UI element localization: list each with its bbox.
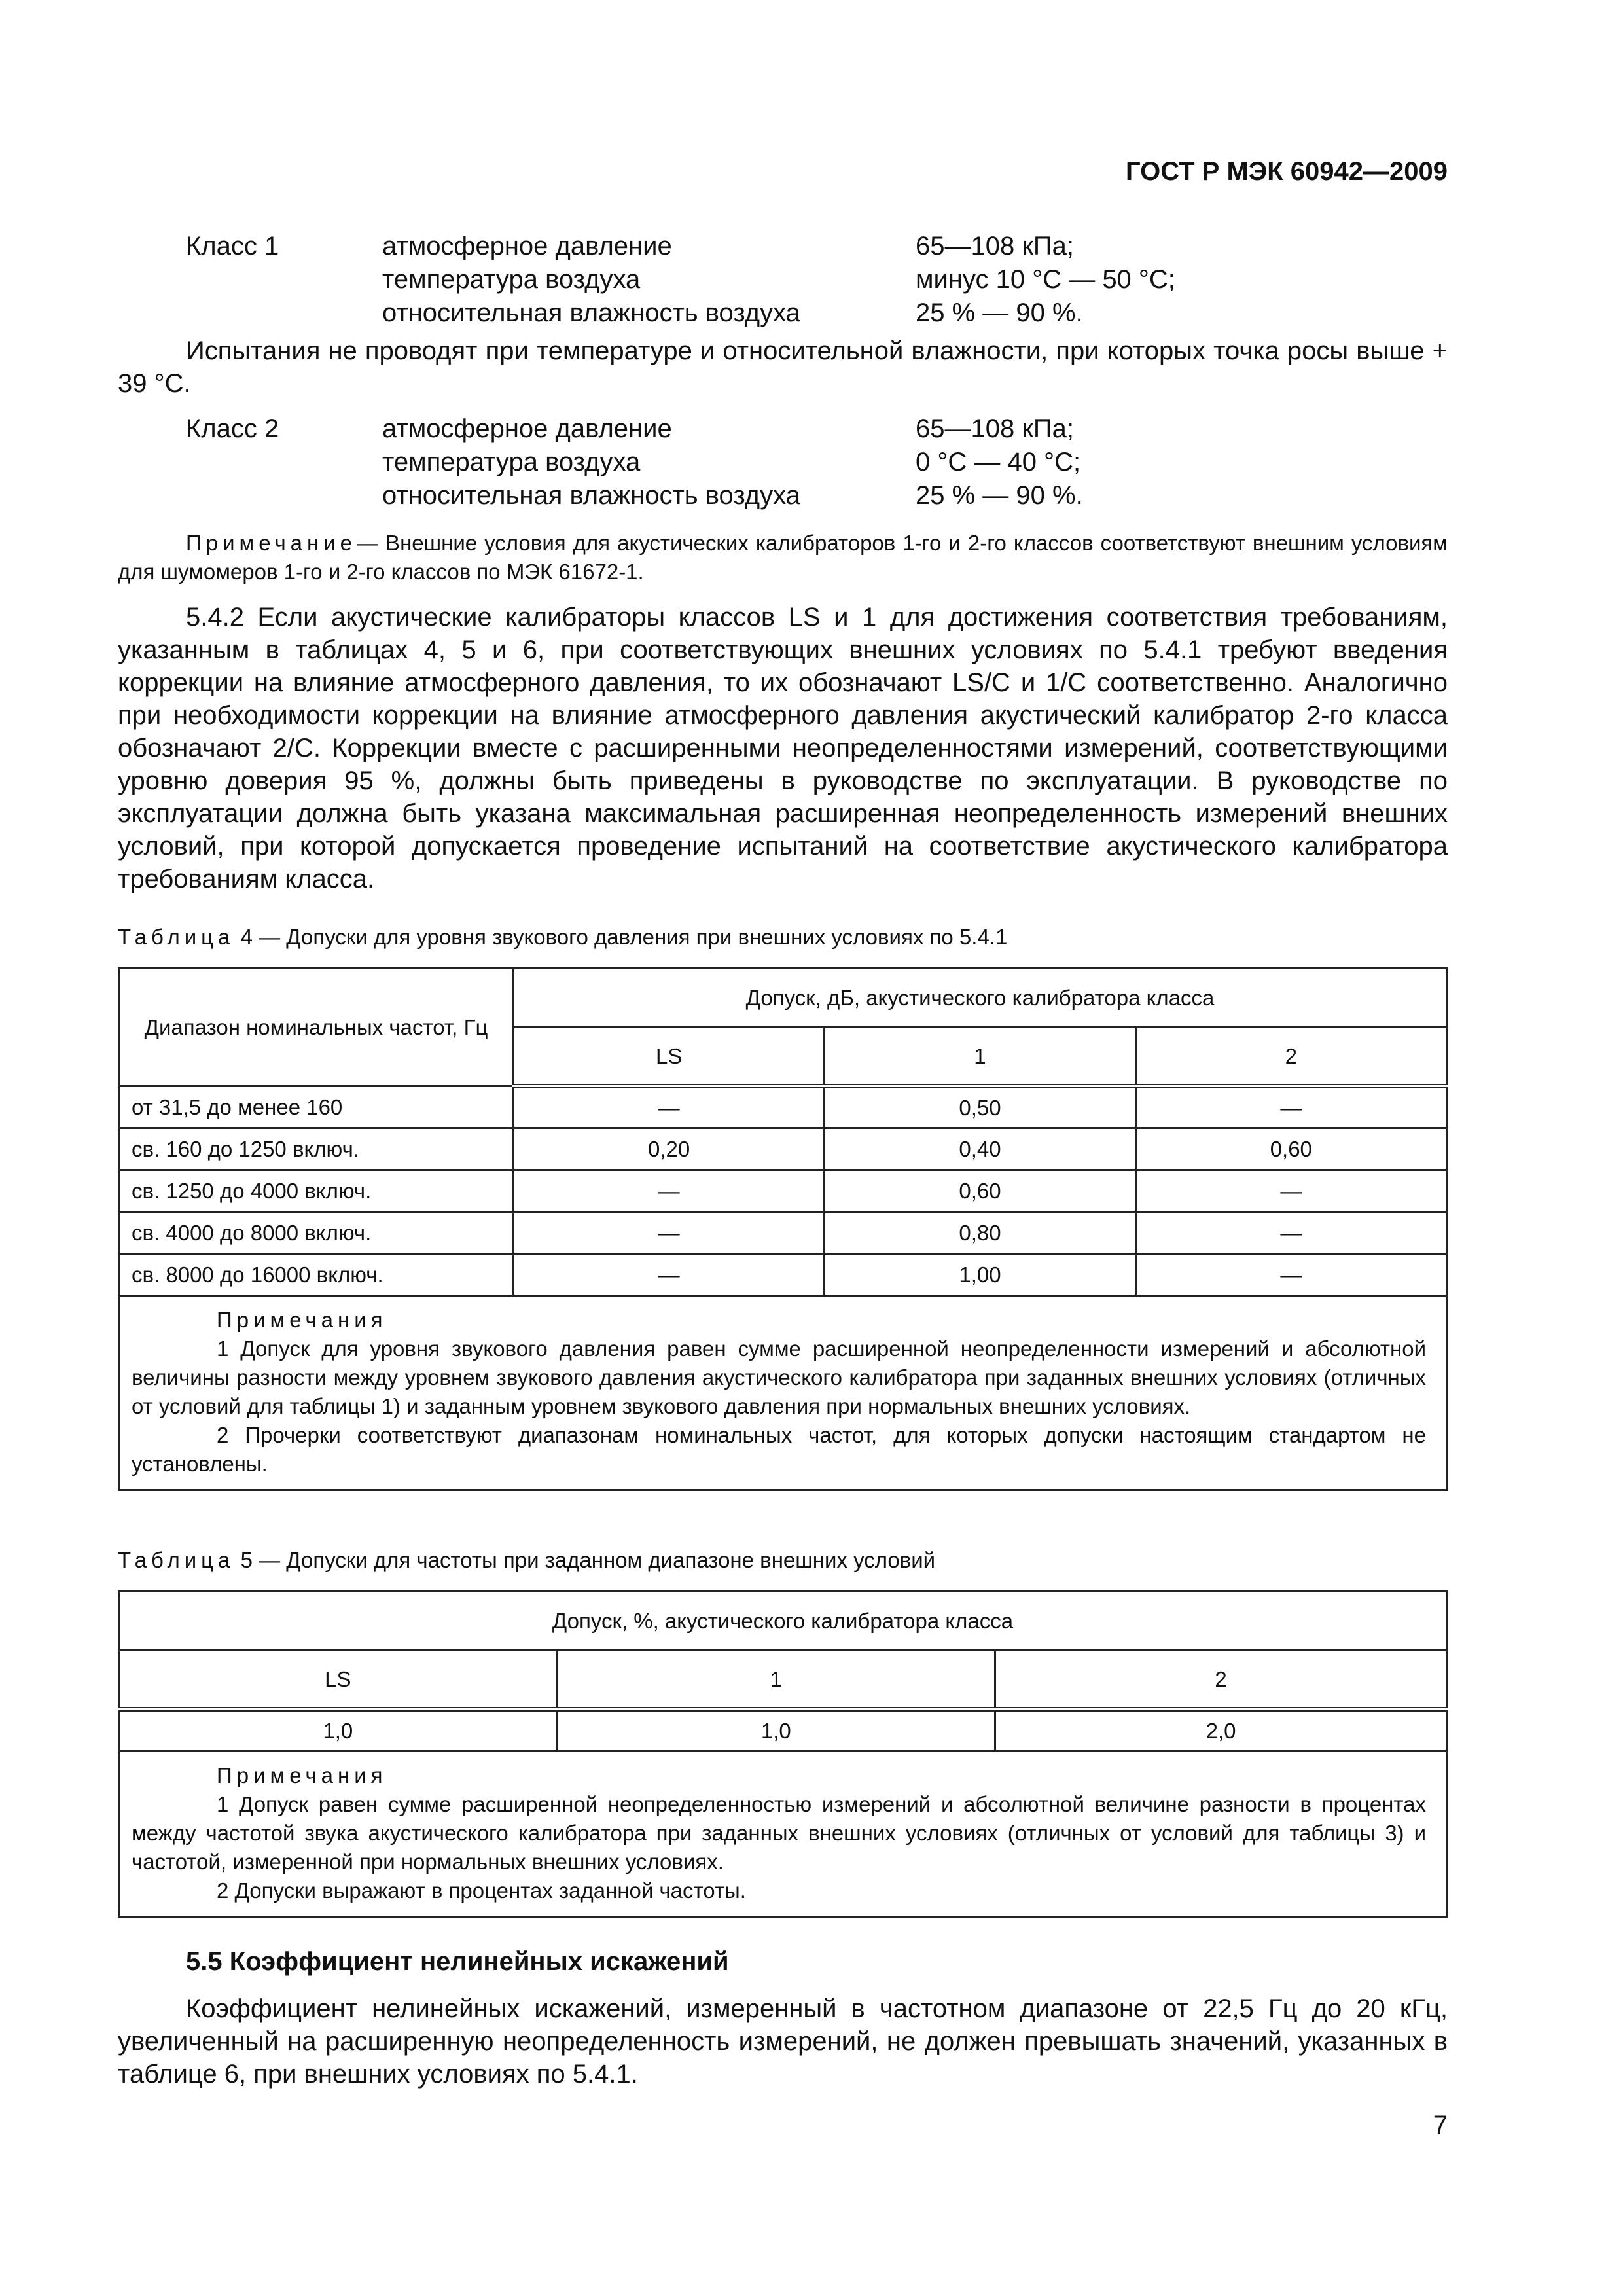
header-class-ls: LS: [514, 1028, 825, 1086]
table-row: [119, 1254, 1447, 1296]
table4-notes: [119, 1296, 1447, 1490]
cell-range: св. 1250 до 4000 включ.: [119, 1170, 514, 1212]
note-text: — Внешние условия для акустических калибраторов 1-го и 2-го классов соответствуют внешним условиям для шумомеров 1-го и 2-го классов по МЭК 61672-1.: [118, 531, 1448, 584]
table-row: [119, 1170, 1447, 1212]
condition-value: 25 % — 90 %.: [916, 481, 1083, 510]
note-item: 1 Допуск равен сумме расширенной неопределенностью измерений и абсолютной величине разности в процентах между частотой звука акустического калибратора при заданных внешних условиях (отличных от условий для таблицы 3) и частотой, измеренной при нормальных внешних условиях.: [132, 1792, 1426, 1874]
note-item: 1 Допуск для уровня звукового давления равен сумме расширенной неопределенности измерений и абсолютной величины разности между уровнем звукового давления акустического калибратора при заданных внешних условиях (отличных от условий для таблицы 1) и заданным уровнем звукового давления при нормальных внешних условиях.: [132, 1336, 1426, 1418]
class1-row: [186, 232, 1449, 265]
paragraph-5-4-2: 5.4.2 Если акустические калибраторы классов LS и 1 для достижения соответствия требованиям, указанным в таблицах 4, 5 и 6, при соответствующих внешних условиях по 5.4.1 требуют введения коррекции на влияние атмосферного давления, то их обозначают LS/C и 1/C соответственно. Аналогично при необходимости коррекции на влияние атмосферного давления акустический калибратор 2-го класса обозначают 2/C. Коррекции вместе с расширенными неопределенностями измерений, соответствующими уровню доверия 95 %, должны быть приведены в руководстве по эксплуатации. В руководстве по эксплуатации должна быть указана максимальная расширенная неопределенность измерений внешних условий, при которой допускается проведение испытаний на соответствие акустического калибратора требованиям класса.: [118, 603, 1448, 893]
section-5-5-text: Коэффициент нелинейных искажений, измеренный в частотном диапазоне от 22,5 Гц до 20 кГц, увеличенный на расширенную неопределенность измерений, не должен превышать значений, указанных в таблице 6, при внешних условиях по 5.4.1.: [118, 1994, 1448, 2089]
cell-ls: 0,20: [514, 1128, 825, 1170]
table-notes-row: [119, 1751, 1447, 1917]
table4-title: — Допуски для уровня звукового давления при внешних условиях по 5.4.1: [259, 925, 1008, 949]
class2-row: [186, 414, 1449, 448]
table5-notes: [119, 1751, 1447, 1917]
header-tolerance-group: Допуск, %, акустического калибратора класса: [119, 1592, 1447, 1651]
note-item: 2 Прочерки соответствуют диапазонам номинальных частот, для которых допуски настоящим стандартом не установлены.: [132, 1423, 1426, 1476]
table-row: [119, 1212, 1447, 1254]
cell-class1: 0,60: [825, 1170, 1135, 1212]
table-notes-row: [119, 1296, 1447, 1490]
header-class-1: 1: [825, 1028, 1135, 1086]
condition-param: атмосферное давление: [382, 232, 672, 260]
table5-caption: [118, 1548, 935, 1573]
class2-row: [186, 481, 1449, 514]
cell-ls: —: [514, 1212, 825, 1254]
header-class-1: 1: [557, 1651, 995, 1710]
class2-row: [186, 448, 1449, 481]
notes-title: Примечания: [217, 1763, 387, 1787]
cell-class2: —: [1135, 1170, 1446, 1212]
table5-number: 5: [240, 1548, 253, 1572]
cell-class1: 0,50: [825, 1086, 1135, 1128]
header-frequency-range: Диапазон номинальных частот, Гц: [119, 969, 514, 1086]
class1-conditions: [186, 232, 1449, 332]
cell-class2: —: [1135, 1212, 1446, 1254]
condition-param: атмосферное давление: [382, 414, 672, 443]
cell-class1: 0,40: [825, 1128, 1135, 1170]
cell-range: от 31,5 до менее 160: [119, 1086, 514, 1128]
cell-class1: 1,00: [825, 1254, 1135, 1296]
cell-class2: 0,60: [1135, 1128, 1446, 1170]
condition-value: 65—108 кПа;: [916, 232, 1074, 260]
cell-range: св. 4000 до 8000 включ.: [119, 1212, 514, 1254]
table-header-row: [119, 1651, 1447, 1710]
table-row: [119, 1128, 1447, 1170]
cell-class1: 1,0: [557, 1710, 995, 1751]
table-row: [119, 1710, 1447, 1751]
table-header-row: [119, 1592, 1447, 1651]
cell-ls: 1,0: [119, 1710, 558, 1751]
table-4: [118, 967, 1448, 1491]
cell-class2: —: [1135, 1086, 1446, 1128]
cell-class2: —: [1135, 1254, 1446, 1296]
class2-conditions: [186, 414, 1449, 514]
condition-param: температура воздуха: [382, 265, 641, 294]
cell-ls: —: [514, 1086, 825, 1128]
table-5: [118, 1590, 1448, 1918]
table4-caption: [118, 925, 1007, 950]
condition-value: 25 % — 90 %.: [916, 298, 1083, 327]
table5-label: Таблица: [118, 1548, 235, 1572]
page-number: 7: [1433, 2111, 1448, 2140]
class1-label: Класс 1: [186, 232, 279, 260]
condition-param: температура воздуха: [382, 448, 641, 476]
condition-param: относительная влажность воздуха: [382, 298, 800, 327]
table-row: [119, 1086, 1447, 1128]
cell-class1: 0,80: [825, 1212, 1135, 1254]
note-label: Примечание: [186, 531, 357, 555]
table5-title: — Допуски для частоты при заданном диапазоне внешних условий: [259, 1548, 936, 1572]
notes-title: Примечания: [217, 1308, 387, 1332]
dew-point-text: Испытания не проводят при температуре и относительной влажности, при которых точка росы выше + 39 °С.: [118, 336, 1448, 398]
cell-class2: 2,0: [995, 1710, 1447, 1751]
class1-row: [186, 265, 1449, 298]
condition-value: 65—108 кПа;: [916, 414, 1074, 443]
cell-ls: —: [514, 1254, 825, 1296]
section-5-5-title: 5.5 Коэффициент нелинейных искажений: [186, 1947, 729, 1976]
class1-row: [186, 298, 1449, 332]
condition-param: относительная влажность воздуха: [382, 481, 800, 510]
note-item: 2 Допуски выражают в процентах заданной частоты.: [217, 1878, 746, 1903]
condition-value: 0 °С — 40 °С;: [916, 448, 1081, 476]
header-tolerance-group: Допуск, дБ, акустического калибратора класса: [514, 969, 1447, 1028]
table4-label: Таблица: [118, 925, 235, 949]
header-class-ls: LS: [119, 1651, 558, 1710]
condition-value: минус 10 °С — 50 °С;: [916, 265, 1175, 294]
cell-range: св. 160 до 1250 включ.: [119, 1128, 514, 1170]
standard-code: ГОСТ Р МЭК 60942—2009: [1125, 157, 1448, 186]
cell-range: св. 8000 до 16000 включ.: [119, 1254, 514, 1296]
table-header-row: [119, 969, 1447, 1028]
class2-label: Класс 2: [186, 414, 279, 443]
note-1: [118, 529, 1448, 586]
table4-number: 4: [240, 925, 253, 949]
header-class-2: 2: [995, 1651, 1447, 1710]
cell-ls: —: [514, 1170, 825, 1212]
header-class-2: 2: [1135, 1028, 1446, 1086]
